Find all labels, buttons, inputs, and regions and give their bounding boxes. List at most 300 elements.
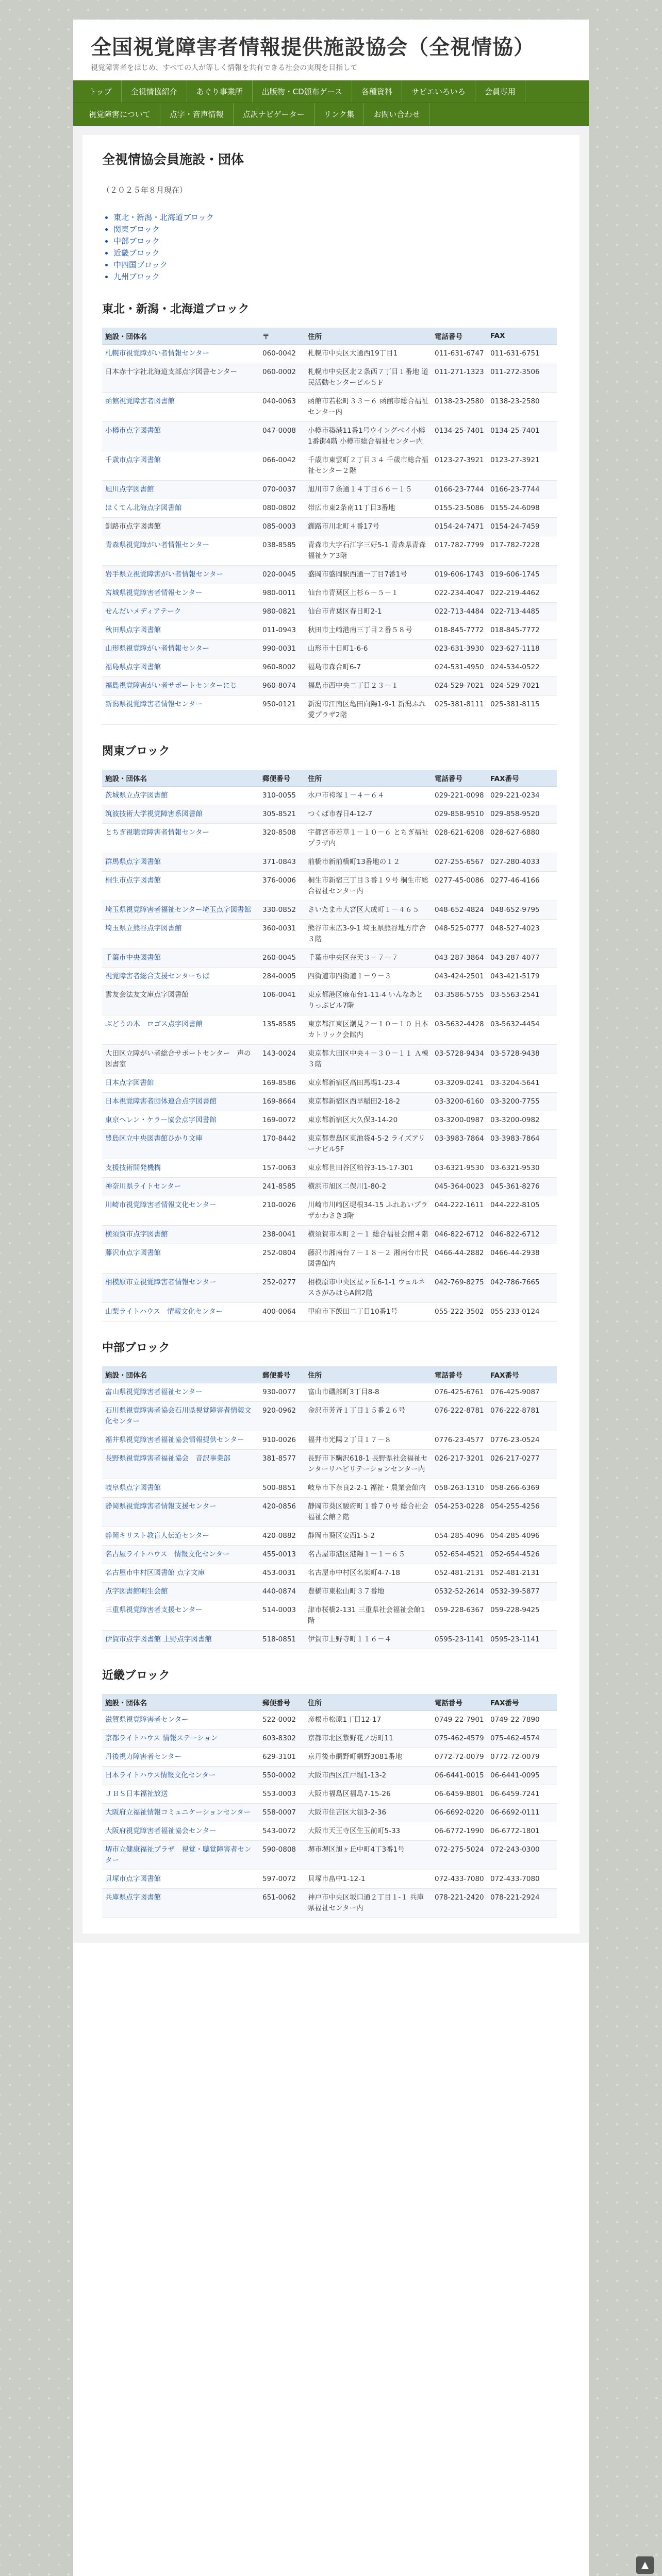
cell-fax: 072-243-0300 [487, 1841, 557, 1870]
column-header: 電話番号 [432, 1366, 487, 1383]
cell-name[interactable]: 名古屋ライトハウス 情報文化センター [102, 1546, 259, 1564]
cell-fax: 03-3200-7755 [487, 1093, 557, 1111]
cell-tel: 054-285-4096 [432, 1527, 487, 1546]
cell-tel: 0123-27-3921 [432, 451, 487, 481]
cell-name[interactable]: 豊島区立中央図書館ひかり文庫 [102, 1130, 259, 1159]
cell-addr: 前橋市新前橋町13番地の１２ [305, 853, 432, 872]
cell-zip: 590-0808 [259, 1841, 305, 1870]
cell-addr: 東京都世田谷区粕谷3-15-17-301 [305, 1159, 432, 1178]
cell-fax: 078-221-2924 [487, 1889, 557, 1918]
content-wrap [73, 126, 589, 1943]
cell-name[interactable]: 伊賀市点字図書館 上野点字図書館 [102, 1631, 259, 1649]
cell-fax: 055-233-0124 [487, 1303, 557, 1321]
cell-zip: 210-0026 [259, 1196, 305, 1226]
cell-name[interactable]: 富山県視覚障害者福祉センター [102, 1383, 259, 1402]
column-header: 住所 [305, 328, 432, 345]
cell-tel: 0749-22-7901 [432, 1711, 487, 1730]
cell-zip: 455-0013 [259, 1546, 305, 1564]
cell-zip: 169-0072 [259, 1111, 305, 1130]
table-row [102, 422, 557, 451]
cell-addr: 貝塚市畠中1-12-1 [305, 1870, 432, 1889]
cell-tel: 076-222-8781 [432, 1402, 487, 1431]
back-to-top-button[interactable] [636, 2556, 654, 2574]
table-row [102, 986, 557, 1015]
table-row [102, 1244, 557, 1274]
cell-name[interactable]: 日本ライトハウス情報文化センター [102, 1767, 259, 1785]
cell-name[interactable]: 山形県視覚障がい者情報センター [102, 640, 259, 658]
toc-link[interactable]: • 東北・新潟・北海道ブロック [113, 212, 560, 224]
table-row [102, 1074, 557, 1093]
cell-name[interactable]: 堺市立健康福祉プラザ 視覚・聴覚障害者センター [102, 1841, 259, 1870]
cell-addr: つくば市春日4-12-7 [305, 805, 432, 824]
column-header: 〒 [259, 328, 305, 345]
cell-addr: 東京都港区麻布台1-11-4 いんなあとりっぷビル7階 [305, 986, 432, 1015]
cell-fax: 054-255-4256 [487, 1498, 557, 1527]
cell-zip: 080-0802 [259, 499, 305, 518]
cell-tel: 0277-45-0086 [432, 872, 487, 901]
table-row [102, 1841, 557, 1870]
section-title: 中部ブロック [102, 1342, 170, 1354]
table-row [102, 1274, 557, 1303]
cell-name[interactable]: 福島県点字図書館 [102, 658, 259, 677]
cell-name[interactable]: 函館視覚障害者図書館 [102, 393, 259, 422]
column-header: 施設・団体名 [102, 328, 259, 345]
cell-name[interactable]: 岩手県立視覚障害がい者情報センター [102, 566, 259, 584]
cell-name[interactable]: 群馬県点字図書館 [102, 853, 259, 872]
cell-fax: 06-6441-0095 [487, 1767, 557, 1785]
cell-zip: 040-0063 [259, 393, 305, 422]
cell-fax: 0166-23-7744 [487, 481, 557, 499]
nav-item[interactable]: 各種資料 [352, 80, 402, 103]
table-header-row [102, 328, 557, 345]
cell-tel: 044-222-1611 [432, 1196, 487, 1226]
cell-name[interactable]: ぶどうの木 ロゴス点字図書館 [102, 1015, 259, 1045]
cell-fax: 06-6459-7241 [487, 1785, 557, 1804]
cell-name[interactable]: 大阪府視覚障害者福祉協会センター [102, 1822, 259, 1841]
cell-addr: 秋田市土崎港南三丁目２番５８号 [305, 621, 432, 640]
cell-tel: 059-228-6367 [432, 1601, 487, 1631]
cell-fax: 018-845-7772 [487, 621, 557, 640]
cell-tel: 06-6692-0220 [432, 1804, 487, 1822]
cell-name: 雲友会法友文庫点字図書館 [102, 986, 259, 1015]
cell-tel: 0772-72-0079 [432, 1748, 487, 1767]
block-section [102, 300, 560, 725]
cell-fax: 042-786-7665 [487, 1274, 557, 1303]
cell-addr: 東京都豊島区東池袋4-5-2 ライズアリーナビル5F [305, 1130, 432, 1159]
cell-zip: 960-8074 [259, 677, 305, 696]
table-row [102, 1748, 557, 1767]
cell-addr: 静岡市葵区駿府町１番７０号 総合社会福祉会館２階 [305, 1498, 432, 1527]
table-row [102, 363, 557, 393]
nav-item[interactable]: トップ [79, 80, 122, 103]
cell-fax: 017-782-7228 [487, 536, 557, 566]
cell-zip: 020-0045 [259, 566, 305, 584]
cell-addr: 千歳市東雲町２丁目３４ 千歳市総合福祉センター２階 [305, 451, 432, 481]
cell-zip: 553-0003 [259, 1785, 305, 1804]
cell-name: 日本赤十字社北海道支部点字図書センター [102, 363, 259, 393]
cell-name[interactable]: 福島視覚障害がい者サポートセンターにじ [102, 677, 259, 696]
cell-tel: 054-253-0228 [432, 1498, 487, 1527]
cell-addr: 青森市大字石江字三好5-1 青森県青森福祉ケア3階 [305, 536, 432, 566]
cell-fax: 0749-22-7890 [487, 1711, 557, 1730]
cell-fax: 06-6772-1801 [487, 1822, 557, 1841]
cell-fax: 0123-27-3921 [487, 451, 557, 481]
cell-fax: 023-627-1118 [487, 640, 557, 658]
table-row [102, 1546, 557, 1564]
cell-zip: 453-0031 [259, 1564, 305, 1583]
cell-zip: 518-0851 [259, 1631, 305, 1649]
cell-tel: 045-364-0023 [432, 1178, 487, 1196]
cell-addr: 福島市森合町6-7 [305, 658, 432, 677]
table-row [102, 536, 557, 566]
cell-zip: 651-0062 [259, 1889, 305, 1918]
cell-addr: 旭川市７条通１４丁目６６－１５ [305, 481, 432, 499]
block-section [102, 742, 560, 1321]
cell-addr: 水戸市袴塚１－４－６４ [305, 787, 432, 805]
cell-name[interactable]: 丹後視力障害者センター [102, 1748, 259, 1767]
table-row [102, 1015, 557, 1045]
cell-tel: 03-5728-9434 [432, 1045, 487, 1074]
cell-name[interactable]: 日本点字図書館 [102, 1074, 259, 1093]
cell-name[interactable]: 視覚障害者総合支援センターちば [102, 968, 259, 986]
table-row [102, 1383, 557, 1402]
cell-addr: 福島市西中央二丁目２３－１ [305, 677, 432, 696]
cell-tel: 017-782-7799 [432, 536, 487, 566]
cell-name[interactable]: 桐生市点字図書館 [102, 872, 259, 901]
cell-addr: 藤沢市湘南台７－１８－２ 湘南台市民図書館内 [305, 1244, 432, 1274]
table-row [102, 1431, 557, 1450]
cell-fax: 0155-24-6098 [487, 499, 557, 518]
cell-fax: 076-425-9087 [487, 1383, 557, 1402]
cell-tel: 0776-23-4577 [432, 1431, 487, 1450]
toc-link[interactable]: • 関東ブロック [113, 224, 560, 235]
cell-zip: 170-8442 [259, 1130, 305, 1159]
cell-fax: 024-534-0522 [487, 658, 557, 677]
cell-tel: 078-221-2420 [432, 1889, 487, 1918]
cell-tel: 0134-25-7401 [432, 422, 487, 451]
cell-fax: 059-228-9425 [487, 1601, 557, 1631]
nav-item[interactable]: 点訳ナビゲーター [234, 103, 315, 125]
nav-item[interactable]: 会員専用 [475, 80, 525, 103]
cell-tel: 072-433-7080 [432, 1870, 487, 1889]
cell-name[interactable]: 点字図書館明生会館 [102, 1583, 259, 1601]
cell-fax: 043-421-5179 [487, 968, 557, 986]
cell-name[interactable]: 旭川点字図書館 [102, 481, 259, 499]
table-row [102, 1226, 557, 1244]
cell-name[interactable]: 名古屋市中村区図書館 点字文庫 [102, 1564, 259, 1583]
cell-fax: 048-652-9795 [487, 901, 557, 920]
table-row [102, 1111, 557, 1130]
cell-name[interactable]: 東京ヘレン・ケラー協会点字図書館 [102, 1111, 259, 1130]
cell-fax: 029-858-9520 [487, 805, 557, 824]
cell-fax: 022-713-4485 [487, 603, 557, 621]
cell-zip: 629-3101 [259, 1748, 305, 1767]
cell-addr: 横浜市旭区二俣川1-80-2 [305, 1178, 432, 1196]
cell-tel: 019-606-1743 [432, 566, 487, 584]
column-header: 住所 [305, 770, 432, 787]
cell-zip: 980-0011 [259, 584, 305, 603]
site-title[interactable]: 全国視覚障害者情報提供施設協会（全視情協） [91, 36, 535, 59]
cell-addr: 大阪市西区江戸堀1-13-2 [305, 1767, 432, 1785]
cell-fax: 054-285-4096 [487, 1527, 557, 1546]
table-row [102, 1822, 557, 1841]
cell-fax: 027-280-4033 [487, 853, 557, 872]
cell-tel: 055-222-3502 [432, 1303, 487, 1321]
cell-name[interactable]: 相模原市立視覚障害者情報センター [102, 1274, 259, 1303]
table-row [102, 481, 557, 499]
date-note: （２０２５年８月現在） [102, 185, 188, 195]
cell-name: 釧路市点字図書館 [102, 518, 259, 536]
cell-tel: 072-275-5024 [432, 1841, 487, 1870]
table-row [102, 1196, 557, 1226]
cell-name[interactable]: 石川県視覚障害者協会石川県視覚障害者情報文化センター [102, 1402, 259, 1431]
cell-name[interactable]: 筑波技術大学視覚障害系図書館 [102, 805, 259, 824]
cell-addr: 静岡市葵区安西1-5-2 [305, 1527, 432, 1546]
column-header: 電話番号 [432, 1694, 487, 1711]
cell-zip: 930-0077 [259, 1383, 305, 1402]
cell-fax: 076-222-8781 [487, 1402, 557, 1431]
cell-name[interactable]: 山梨ライトハウス 情報文化センター [102, 1303, 259, 1321]
cell-name[interactable]: ほくてん北海点字図書館 [102, 499, 259, 518]
cell-name[interactable]: 青森県視覚障がい者情報センター [102, 536, 259, 566]
cell-tel: 076-425-6761 [432, 1383, 487, 1402]
nav-item[interactable]: あぐり事業所 [187, 80, 253, 103]
cell-zip: 011-0943 [259, 621, 305, 640]
global-nav [73, 80, 589, 126]
cell-addr: 札幌市中央区大通西19丁目1 [305, 345, 432, 363]
cell-addr: 札幌市中央区北２条西７丁目１番地 道民活動センタービル５Ｆ [305, 363, 432, 393]
cell-tel: 0138-23-2580 [432, 393, 487, 422]
cell-addr: 相模原市中央区星ヶ丘6-1-1 ウェルネスさがみはらA館2階 [305, 1274, 432, 1303]
table-row [102, 872, 557, 901]
sections [102, 300, 560, 1918]
toc-link[interactable]: • 近畿ブロック [113, 247, 560, 259]
cell-name[interactable]: 新潟県視覚障害者情報センター [102, 696, 259, 725]
cell-addr: 宇都宮市若草１－１０－６ とちぎ福祉プラザ内 [305, 824, 432, 853]
table-row [102, 1583, 557, 1601]
cell-name[interactable]: 岐阜県点字図書館 [102, 1479, 259, 1498]
table-row [102, 1785, 557, 1804]
column-header: FAX番号 [487, 1694, 557, 1711]
cell-fax: 0532-39-5877 [487, 1583, 557, 1601]
cell-addr: 長野市下駒沢618-1 長野県社会福祉センターリハビリテーションセンター内 [305, 1450, 432, 1479]
table-row [102, 677, 557, 696]
cell-name[interactable]: 藤沢市点字図書館 [102, 1244, 259, 1274]
cell-name[interactable]: 神奈川県ライトセンター [102, 1178, 259, 1196]
cell-name[interactable]: 長野県視覚障害者福祉協会 音訳事業部 [102, 1450, 259, 1479]
cell-addr: 四街道市四街道１－９－３ [305, 968, 432, 986]
cell-name[interactable]: 滋賀県視覚障害者センター [102, 1711, 259, 1730]
cell-zip: 135-8585 [259, 1015, 305, 1045]
cell-name[interactable]: 福井県視覚障害者福祉協会情報提供センター [102, 1431, 259, 1450]
cell-zip: 085-0003 [259, 518, 305, 536]
cell-zip: 597-0072 [259, 1870, 305, 1889]
cell-zip: 550-0002 [259, 1767, 305, 1785]
cell-fax: 058-266-6369 [487, 1479, 557, 1498]
cell-addr: 大阪市住吉区大領3-2-36 [305, 1804, 432, 1822]
cell-name[interactable]: 横須賀市点字図書館 [102, 1226, 259, 1244]
table-header-row [102, 1694, 557, 1711]
cell-addr: 名古屋市中村区名楽町4-7-18 [305, 1564, 432, 1583]
cell-zip: 238-0041 [259, 1226, 305, 1244]
cell-tel: 0166-23-7744 [432, 481, 487, 499]
cell-zip: 543-0072 [259, 1822, 305, 1841]
table-row [102, 345, 557, 363]
cell-name[interactable]: 静岡県視覚障害者情報支援センター [102, 1498, 259, 1527]
cell-fax: 043-287-4077 [487, 949, 557, 968]
cell-tel: 058-263-1310 [432, 1479, 487, 1498]
facility-table [102, 1366, 557, 1649]
nav-item[interactable]: 出版物・CD頒布ゲース [253, 80, 352, 103]
cell-name[interactable]: 兵庫県点字図書館 [102, 1889, 259, 1918]
nav-row-1 [73, 80, 589, 103]
table-row [102, 1159, 557, 1178]
cell-addr: 山形市十日町1-6-6 [305, 640, 432, 658]
column-header: 郵便番号 [259, 1366, 305, 1383]
cell-zip: 330-0852 [259, 901, 305, 920]
cell-zip: 305-8521 [259, 805, 305, 824]
cell-fax: 0154-24-7459 [487, 518, 557, 536]
toc-link[interactable]: • 中四国ブロック [113, 259, 560, 271]
column-header: 住所 [305, 1694, 432, 1711]
nav-item[interactable]: 視覚障害について [79, 103, 160, 125]
table-row [102, 1601, 557, 1631]
cell-zip: 252-0277 [259, 1274, 305, 1303]
cell-name[interactable]: 大阪府立福祉情報コミュニケーションセンター [102, 1804, 259, 1822]
cell-fax: 048-527-4023 [487, 920, 557, 949]
cell-tel: 043-287-3864 [432, 949, 487, 968]
cell-tel: 024-531-4950 [432, 658, 487, 677]
cell-addr: 熊谷市末広3-9-1 埼玉県熊谷地方庁舎３階 [305, 920, 432, 949]
cell-tel: 023-631-3930 [432, 640, 487, 658]
cell-addr: 富山市磯部町3丁目8-8 [305, 1383, 432, 1402]
cell-tel: 029-221-0098 [432, 787, 487, 805]
cell-name[interactable]: 小樽市点字図書館 [102, 422, 259, 451]
cell-addr: 津市桜橋2-131 三重県社会福祉会館1階 [305, 1601, 432, 1631]
cell-addr: 函館市若松町３３－６ 函館市総合福祉センター内 [305, 393, 432, 422]
cell-zip: 169-8664 [259, 1093, 305, 1111]
nav-item[interactable]: お問い合わせ [364, 103, 429, 125]
cell-fax: 0466-44-2938 [487, 1244, 557, 1274]
block-section [102, 1667, 560, 1918]
cell-fax: 03-3983-7864 [487, 1130, 557, 1159]
cell-zip: 371-0843 [259, 853, 305, 872]
cell-fax: 045-361-8276 [487, 1178, 557, 1196]
cell-name[interactable]: 三重県視覚障害者支援センター [102, 1601, 259, 1631]
cell-name[interactable]: 日本視覚障害者団体連合点字図書館 [102, 1093, 259, 1111]
arrow-up-icon: ▲ [641, 2560, 649, 2570]
cell-name[interactable]: 茨城県立点字図書館 [102, 787, 259, 805]
column-header: 電話番号 [432, 328, 487, 345]
cell-zip: 360-0031 [259, 920, 305, 949]
cell-addr: 堺市堺区旭ヶ丘中町4丁3番1号 [305, 1841, 432, 1870]
cell-name[interactable]: 埼玉県視覚障害者福祉センター埼玉点字図書館 [102, 901, 259, 920]
cell-name[interactable]: 千葉市中央図書館 [102, 949, 259, 968]
column-header: 郵便番号 [259, 1694, 305, 1711]
cell-fax: 075-462-4574 [487, 1730, 557, 1748]
cell-zip: 381-8577 [259, 1450, 305, 1479]
cell-name[interactable]: 静岡キリスト教盲人伝道センター [102, 1527, 259, 1546]
cell-zip: 060-0002 [259, 363, 305, 393]
cell-fax: 06-6692-0111 [487, 1804, 557, 1822]
cell-fax: 019-606-1745 [487, 566, 557, 584]
column-header: 施設・団体名 [102, 1366, 259, 1383]
cell-name[interactable]: 埼玉県立熊谷点字図書館 [102, 920, 259, 949]
cell-name[interactable]: せんだいメディアテーク [102, 603, 259, 621]
block-section [102, 1339, 560, 1649]
cell-tel: 03-3200-6160 [432, 1093, 487, 1111]
cell-zip: 143-0024 [259, 1045, 305, 1074]
cell-zip: 241-8585 [259, 1178, 305, 1196]
cell-zip: 038-8585 [259, 536, 305, 566]
nav-item[interactable]: サピエいろいろ [402, 80, 475, 103]
cell-fax: 026-217-0277 [487, 1450, 557, 1479]
cell-zip: 400-0064 [259, 1303, 305, 1321]
cell-fax: 022-219-4462 [487, 584, 557, 603]
cell-zip: 252-0804 [259, 1244, 305, 1274]
cell-name[interactable]: 支援技術開発機構 [102, 1159, 259, 1178]
cell-name[interactable]: 京都ライトハウス 情報ステーション [102, 1730, 259, 1748]
cell-zip: 070-0037 [259, 481, 305, 499]
table-row [102, 566, 557, 584]
cell-name[interactable]: 秋田県点字図書館 [102, 621, 259, 640]
cell-name[interactable]: 宮城県視覚障害者情報センター [102, 584, 259, 603]
cell-tel: 042-769-8275 [432, 1274, 487, 1303]
cell-name[interactable]: 貝塚市点字図書館 [102, 1870, 259, 1889]
cell-name[interactable]: 札幌市視覚障がい者情報センター [102, 345, 259, 363]
cell-tel: 048-652-4824 [432, 901, 487, 920]
table-row [102, 920, 557, 949]
toc-link[interactable]: • 中部ブロック [113, 235, 560, 247]
facility-table [102, 1694, 557, 1918]
cell-addr: 東京都新宿区西早稲田2-18-2 [305, 1093, 432, 1111]
cell-tel: 052-481-2131 [432, 1564, 487, 1583]
cell-zip: 420-0856 [259, 1498, 305, 1527]
table-row [102, 787, 557, 805]
cell-zip: 603-8302 [259, 1730, 305, 1748]
cell-fax: 024-529-7021 [487, 677, 557, 696]
nav-item[interactable]: 点字・音声情報 [160, 103, 234, 125]
site-header [73, 20, 589, 80]
nav-item[interactable]: 全視情協紹介 [122, 80, 187, 103]
column-header: 施設・団体名 [102, 1694, 259, 1711]
cell-addr: 川崎市川崎区堤根34-15 ふれあいプラザかわさき3階 [305, 1196, 432, 1226]
cell-name[interactable]: 千歳市点字図書館 [102, 451, 259, 481]
cell-tel: 018-845-7772 [432, 621, 487, 640]
cell-addr: 東京都江東区潮見２－１０－１０ 日本カトリック会館内 [305, 1015, 432, 1045]
cell-tel: 026-217-3201 [432, 1450, 487, 1479]
nav-item[interactable]: リンク集 [315, 103, 365, 125]
table-header-row [102, 770, 557, 787]
table-row [102, 1711, 557, 1730]
table-header-row [102, 1366, 557, 1383]
cell-fax: 0277-46-4166 [487, 872, 557, 901]
cell-tel: 03-3200-0987 [432, 1111, 487, 1130]
column-header: FAX [487, 328, 557, 345]
cell-name[interactable]: 川崎市視覚障害者情報文化センター [102, 1196, 259, 1226]
cell-fax: 011-631-6751 [487, 345, 557, 363]
cell-tel: 025-381-8111 [432, 696, 487, 725]
cell-tel: 06-6459-8801 [432, 1785, 487, 1804]
toc-link[interactable]: • 九州ブロック [113, 271, 560, 283]
cell-fax: 03-3204-5641 [487, 1074, 557, 1093]
table-row [102, 1767, 557, 1785]
cell-addr: 東京都大田区中央４－３０－１１ Ａ棟３階 [305, 1045, 432, 1074]
cell-name[interactable]: とちぎ視聴覚障害者情報センター [102, 824, 259, 853]
cell-name[interactable]: ＪＢＳ日本福祉放送 [102, 1785, 259, 1804]
table-row [102, 1093, 557, 1111]
table-row [102, 1564, 557, 1583]
